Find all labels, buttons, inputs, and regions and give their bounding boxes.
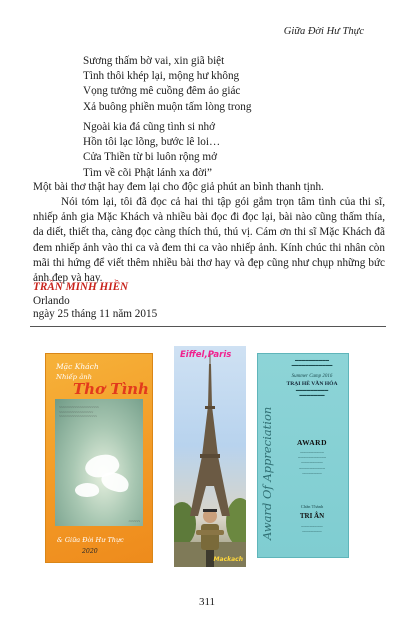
- poem-line: Tình thôi khép lại, mộng hư không: [83, 70, 240, 83]
- poem-line: Xả buông phiền muộn tấm lòng trong: [83, 100, 252, 113]
- poem-line: Cửa Thiền từ bi luôn rộng mở: [83, 151, 218, 164]
- cover-title: Thơ Tình: [73, 380, 149, 398]
- poem-line: Sương thấm bờ vai, xin giã biệt: [83, 55, 225, 67]
- photo-credit: Mackach: [213, 556, 243, 563]
- egret-shape: [99, 470, 131, 494]
- running-header: Giữa Đời Hư Thực: [283, 26, 364, 37]
- poem-stanza-2: [83, 120, 220, 181]
- poem-line: Ngoài kia đá cũng tình si nhớ: [83, 121, 216, 133]
- cover-year: 2020: [82, 548, 98, 555]
- poem-line: Hồn tôi lạc lõng, bước lê loi…: [83, 136, 221, 149]
- photo-caption: Eiffel,Paris: [180, 350, 232, 360]
- body-line: Một bài thơ thật hay đem lại cho độc giả phút an bình thanh tịnh.: [33, 181, 324, 193]
- egret-shape: [74, 482, 99, 498]
- cover-series: & Giữa Đời Hư Thực: [57, 536, 124, 544]
- page-number: 311: [198, 596, 216, 608]
- award-certificate-image: [258, 354, 348, 557]
- award-thanks-big: TRI ÂN: [299, 512, 325, 520]
- cover-author: Mặc Khách: [56, 362, 99, 371]
- book-cover-image: [46, 354, 152, 562]
- author-name: TRẦN MINH HIỀN: [33, 281, 129, 293]
- award-header-graphic: ▬▬▬▬▬▬▬▬▬▬ ▬▬▬▬▬▬▬▬▬▬▬▬: [291, 358, 333, 367]
- signature-block: [33, 281, 157, 322]
- author-place: Orlando: [33, 294, 70, 307]
- eiffel-tower-illustration: [174, 346, 246, 567]
- cover-poem-lines-graphic: ~~~~~~~~~~~~~~~~~~~~~ ~~~~~~~~~~~~~~~~~~ ~~~~~~~~~~~~~~~~~~~~: [59, 405, 99, 419]
- award-recipient-graphic: ~~~~~~~~~~ ~~~~~~~~~: [301, 524, 323, 534]
- award-thanks-label: Chân Thành: [300, 504, 324, 509]
- award-vertical-title: Award Of Appreciation: [260, 406, 274, 540]
- poem-line: Tìm về cõi Phật lánh xa đời”: [83, 166, 212, 179]
- award-event: Summer Camp 2016: [291, 374, 333, 379]
- award-label: AWARD: [296, 438, 327, 447]
- award-event-details-graphic: ▬▬▬▬▬▬▬▬▬ ▬▬▬▬▬▬▬: [295, 388, 329, 397]
- cover-photo: [55, 399, 143, 526]
- award-text-graphic: ~~~~~~~~~~~ ~~~~~~~~~~~~~ ~~~~~~~~~~ ~~~~~~~~~~~~ ~~~~~~~~~: [297, 450, 327, 476]
- divider-rule: [30, 326, 386, 327]
- author-date: ngày 25 tháng 11 năm 2015: [33, 308, 158, 321]
- cover-subtitle: Nhiếp ảnh: [56, 373, 92, 381]
- eiffel-photo: [174, 346, 246, 567]
- poem-stanza-1: [83, 54, 251, 115]
- body-paragraph: Nói tóm lại, tôi đã đọc cả hai thi tập gói gắm trọn tâm tình của thi sĩ, nhiếp ảnh gia Mặc Khách và nhiều bài đọc đi đọc lại, bài nào cũng thấm thía, da diết, thiết tha, càng đọc càng thích thú, thú vị. Cám ơn thi sĩ Mặc Khách đã đem nhiếp ảnh vào thi ca và đem thi ca vào nhiếp ảnh. Kính chúc thi nhân còn mãi thi hứng để viết thêm nhiều bài thơ hay và đẹp cũng như chụp những bức ảnh đẹp và hay.: [33, 196, 385, 285]
- award-event-name: TRẠI HÈ VĂN HÓA: [286, 381, 338, 387]
- poem-line: Vọng tưởng mê cuồng đêm ảo giác: [83, 85, 241, 98]
- cover-photo-credit-graphic: ~~~~~~: [128, 519, 140, 523]
